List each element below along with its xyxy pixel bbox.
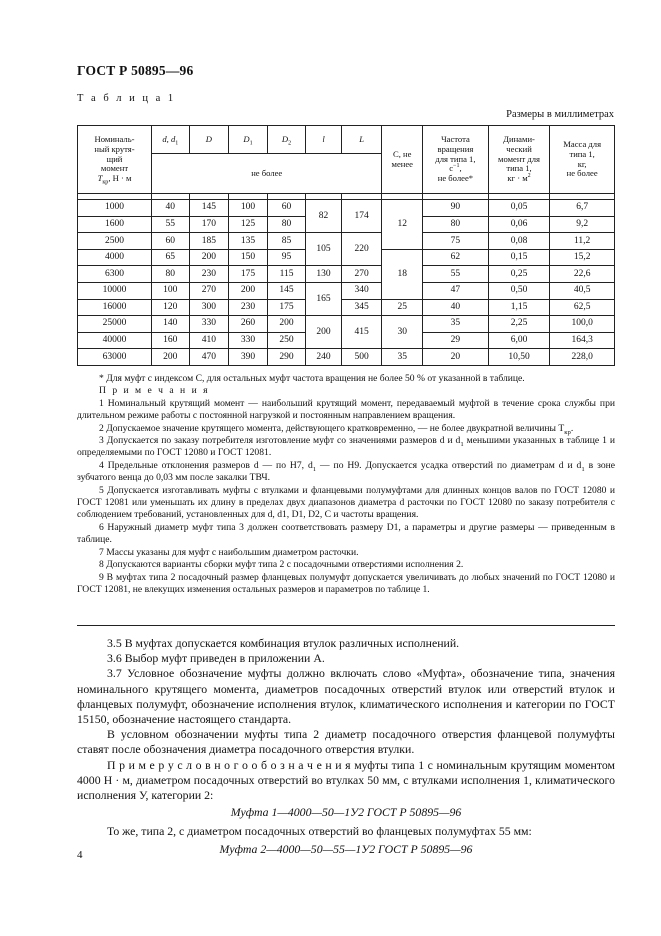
designation-example-1: Муфта 1—4000—50—1У2 ГОСТ Р 50895—96 bbox=[230, 805, 462, 820]
header-moment: Номиналь- ный крутя- щий момент $T_{кр}$, Н · м bbox=[78, 126, 152, 194]
table-cell: 100 bbox=[229, 200, 268, 217]
table-cell: 145 bbox=[267, 282, 306, 299]
table-cell: 160 bbox=[152, 332, 190, 349]
table-row bbox=[78, 233, 615, 250]
header-D1: $D_1$ bbox=[229, 126, 268, 154]
paragraph-3-5: 3.5 В муфтах допускается комбинация втулок различных исполнений. bbox=[107, 636, 460, 650]
page-number: 4 bbox=[77, 849, 83, 861]
header-ne-bolee: не более bbox=[152, 154, 382, 194]
table-row bbox=[78, 266, 615, 283]
table-cell: 62,5 bbox=[550, 299, 615, 316]
table-cell: 40 bbox=[152, 200, 190, 217]
table-cell: 0,05 bbox=[488, 200, 550, 217]
table-cell: 95 bbox=[267, 249, 306, 266]
table-cell: 260 bbox=[229, 316, 268, 333]
table-cell: 15,2 bbox=[550, 249, 615, 266]
note-3: 3 Допускается по заказу потребителя изготовление муфт со значениями размеров d и $d_1$ меньшими указанных в таблице 1 и определяемыми по ГОСТ 12080 и ГОСТ 12081. bbox=[77, 435, 615, 459]
table-cell: 75 bbox=[423, 233, 489, 250]
table-cell: 340 bbox=[341, 282, 382, 299]
table-cell: 100 bbox=[152, 282, 190, 299]
table-cell: 185 bbox=[189, 233, 229, 250]
note-5: 5 Допускается изготавливать муфты с втулками и фланцевыми полумуфтами для длинных концов валов по ГОСТ 12080 и ГОСТ 12081 или уменьшать их длину в пределах двух диапазонов диаметра d расточки по ГОСТ 12080 по заказу потребителя с соблюдением требований, установленных для d, d1, D1, D2, C и частоты вращения. bbox=[77, 484, 615, 521]
table-notes bbox=[77, 373, 615, 596]
table-cell: 290 bbox=[267, 349, 306, 366]
table-cell: 230 bbox=[189, 266, 229, 283]
table-cell: 135 bbox=[229, 233, 268, 250]
paragraph-type2: В условном обозначении муфты типа 2 диаметр посадочного отверстия фланцевой полумуфты ставят после обозначения диаметра посадочного отверстия втулки. bbox=[77, 727, 615, 757]
note-4: 4 Предельные отклонения размеров d — по Н7, $d_1$ — по Н9. Допускается усадка отверстий по диаметрам d и $d_1$ в зоне зубчатого венца до 0,03 мм после закалки ТВЧ. bbox=[77, 459, 616, 484]
table-cell: 40,5 bbox=[550, 282, 615, 299]
table-cell: 330 bbox=[189, 316, 229, 333]
table-cell: 0,25 bbox=[488, 266, 550, 283]
table-cell: 35 bbox=[382, 349, 423, 366]
table-cell: 12 bbox=[382, 200, 423, 250]
table-cell: 174 bbox=[341, 200, 382, 233]
note-7: 7 Массы указаны для муфт с наибольшим диаметром расточки. bbox=[99, 546, 359, 558]
paragraph-type2-example: То же, типа 2, с диаметром посадочных отверстий во фланцевых полумуфтах 55 мм: bbox=[107, 824, 532, 839]
table-cell: 115 bbox=[267, 266, 306, 283]
table-cell: 10000 bbox=[78, 282, 152, 299]
table-cell: 105 bbox=[306, 233, 341, 266]
table-cell: 2500 bbox=[78, 233, 152, 250]
table-cell: 330 bbox=[229, 332, 268, 349]
table-cell: 228,0 bbox=[550, 349, 615, 366]
note-8: 8 Допускаются варианты сборки муфт типа 2 с посадочными отверстиями исполнения 2. bbox=[99, 559, 464, 571]
table-cell: 40 bbox=[423, 299, 489, 316]
table-cell: 80 bbox=[423, 216, 489, 233]
table-cell: 55 bbox=[423, 266, 489, 283]
table-cell: 60 bbox=[152, 233, 190, 250]
table-cell: 85 bbox=[267, 233, 306, 250]
table-cell: 164,3 bbox=[550, 332, 615, 349]
table-cell: 6300 bbox=[78, 266, 152, 283]
table-cell: 1600 bbox=[78, 216, 152, 233]
header-C: C, не менее bbox=[382, 126, 423, 194]
table-row bbox=[78, 316, 615, 333]
table-cell: 16000 bbox=[78, 299, 152, 316]
header-L: L bbox=[341, 126, 382, 154]
table-cell: 10,50 bbox=[488, 349, 550, 366]
header-frequency: Частота вращения для типа 1, $c^{-1}$, не более* bbox=[423, 126, 489, 194]
table-cell: 11,2 bbox=[550, 233, 615, 250]
footnote: * Для муфт с индексом С, для остальных муфт частота вращения не более 50 % от указанной в таблице. bbox=[99, 373, 525, 384]
body-text bbox=[77, 636, 615, 861]
header-dynamic-moment: Динами- ческий момент для типа 1, кг · $м^2$ bbox=[488, 126, 550, 194]
table-label: Т а б л и ц а 1 bbox=[77, 93, 176, 104]
table-cell: 4000 bbox=[78, 249, 152, 266]
table-cell: 0,08 bbox=[488, 233, 550, 250]
table-cell: 1000 bbox=[78, 200, 152, 217]
table-cell: 2,25 bbox=[488, 316, 550, 333]
table-cell: 415 bbox=[341, 316, 382, 349]
table-cell: 410 bbox=[189, 332, 229, 349]
table-cell: 0,15 bbox=[488, 249, 550, 266]
header-D2: $D_2$ bbox=[267, 126, 306, 154]
table-cell: 140 bbox=[152, 316, 190, 333]
header-mass: Масса для типа 1, кг, не более bbox=[550, 126, 615, 194]
note-2: 2 Допускаемое значение крутящего момента, действующего кратковременно, — не более двукратной величины $T_{кр}$. bbox=[99, 422, 574, 436]
table-cell: 90 bbox=[423, 200, 489, 217]
table-row bbox=[78, 282, 615, 299]
table-cell: 100,0 bbox=[550, 316, 615, 333]
table-cell: 200 bbox=[229, 282, 268, 299]
table-cell: 65 bbox=[152, 249, 190, 266]
notes-title: П р и м е ч а н и я bbox=[99, 385, 210, 397]
table-cell: 145 bbox=[189, 200, 229, 217]
table-cell: 500 bbox=[341, 349, 382, 366]
table-row bbox=[78, 299, 615, 316]
table-cell: 200 bbox=[306, 316, 341, 349]
table-cell: 0,06 bbox=[488, 216, 550, 233]
document-header: ГОСТ Р 50895—96 bbox=[77, 63, 194, 78]
table-cell: 6,7 bbox=[550, 200, 615, 217]
note-1: 1 Номинальный крутящий момент — наибольший крутящий момент, передаваемый муфтой в течение срока службы при длительном режиме работы с постоянной нагрузкой и постоянным направлением вращения. bbox=[77, 397, 615, 422]
table-cell: 0,50 bbox=[488, 282, 550, 299]
designation-example-2: Муфта 2—4000—50—55—1У2 ГОСТ Р 50895—96 bbox=[219, 841, 473, 856]
units-caption: Размеры в миллиметрах bbox=[506, 109, 614, 120]
table-cell: 47 bbox=[423, 282, 489, 299]
table-cell: 1,15 bbox=[488, 299, 550, 316]
table-cell: 165 bbox=[306, 282, 341, 315]
table-cell: 25 bbox=[382, 299, 423, 316]
table-cell: 270 bbox=[341, 266, 382, 283]
table-cell: 9,2 bbox=[550, 216, 615, 233]
table-cell: 18 bbox=[382, 249, 423, 299]
table-cell: 345 bbox=[341, 299, 382, 316]
table-cell: 55 bbox=[152, 216, 190, 233]
table-cell: 80 bbox=[152, 266, 190, 283]
header-d: d, $d_1$ bbox=[152, 126, 190, 154]
table-cell: 6,00 bbox=[488, 332, 550, 349]
table-cell: 29 bbox=[423, 332, 489, 349]
table-cell: 62 bbox=[423, 249, 489, 266]
note-6: 6 Наружный диаметр муфт типа 3 должен соответствовать размеру D1, а параметры и другие размеры — приведенным в таблице. bbox=[77, 521, 615, 546]
table-cell: 240 bbox=[306, 349, 341, 366]
table-cell: 200 bbox=[189, 249, 229, 266]
table-cell: 80 bbox=[267, 216, 306, 233]
table-cell: 390 bbox=[229, 349, 268, 366]
table-row bbox=[78, 200, 615, 217]
table-cell: 25000 bbox=[78, 316, 152, 333]
table-cell: 82 bbox=[306, 200, 341, 233]
table-cell: 120 bbox=[152, 299, 190, 316]
note-9: 9 В муфтах типа 2 посадочный размер фланцевых полумуфт допускается увеличивать до любых значений по ГОСТ 12080 и ГОСТ 12081, не влекущих изменения остальных размеров и параметров по таблице 1. bbox=[77, 571, 615, 595]
table-cell: 470 bbox=[189, 349, 229, 366]
table-cell: 250 bbox=[267, 332, 306, 349]
table-cell: 130 bbox=[306, 266, 341, 283]
table-cell: 220 bbox=[341, 233, 382, 266]
table-cell: 63000 bbox=[78, 349, 152, 366]
table-cell: 60 bbox=[267, 200, 306, 217]
table-cell: 200 bbox=[152, 349, 190, 366]
paragraph-3-7: 3.7 Условное обозначение муфты должно включать слово «Муфта», обозначение типа, значения номинального крутящего момента, диаметров посадочных отверстий втулок или отверстий втулок и фланцевых полумуфт, обозначение исполнения втулок, климатического исполнения и категории по ГОСТ 15150, обозначение настоящего стандарта. bbox=[77, 666, 615, 727]
paragraph-example: П р и м е р у с л о в н о г о о б о з н а ч е н и я муфты типа 1 с номинальным крутящим моментом 4000 Н · м, диаметром посадочных отверстий во втулках 50 мм, с втулками исполнения 1, климатического исполнения У, категории 2: bbox=[77, 757, 616, 803]
table-cell: 30 bbox=[382, 316, 423, 349]
table-row bbox=[78, 349, 615, 366]
table-cell: 40000 bbox=[78, 332, 152, 349]
paragraph-3-6: 3.6 Выбор муфт приведен в приложении А. bbox=[107, 651, 325, 666]
table-cell: 170 bbox=[189, 216, 229, 233]
table-cell: 150 bbox=[229, 249, 268, 266]
table-cell: 200 bbox=[267, 316, 306, 333]
header-l: l bbox=[306, 126, 341, 154]
table-cell: 35 bbox=[423, 316, 489, 333]
table-cell: 20 bbox=[423, 349, 489, 366]
table-cell: 175 bbox=[267, 299, 306, 316]
table-cell: 22,6 bbox=[550, 266, 615, 283]
table-cell: 175 bbox=[229, 266, 268, 283]
table-cell: 300 bbox=[189, 299, 229, 316]
table-cell: 125 bbox=[229, 216, 268, 233]
dimensions-table bbox=[77, 125, 615, 366]
table-cell: 270 bbox=[189, 282, 229, 299]
header-D: D bbox=[189, 126, 229, 154]
table-cell: 230 bbox=[229, 299, 268, 316]
section-divider bbox=[77, 625, 615, 626]
